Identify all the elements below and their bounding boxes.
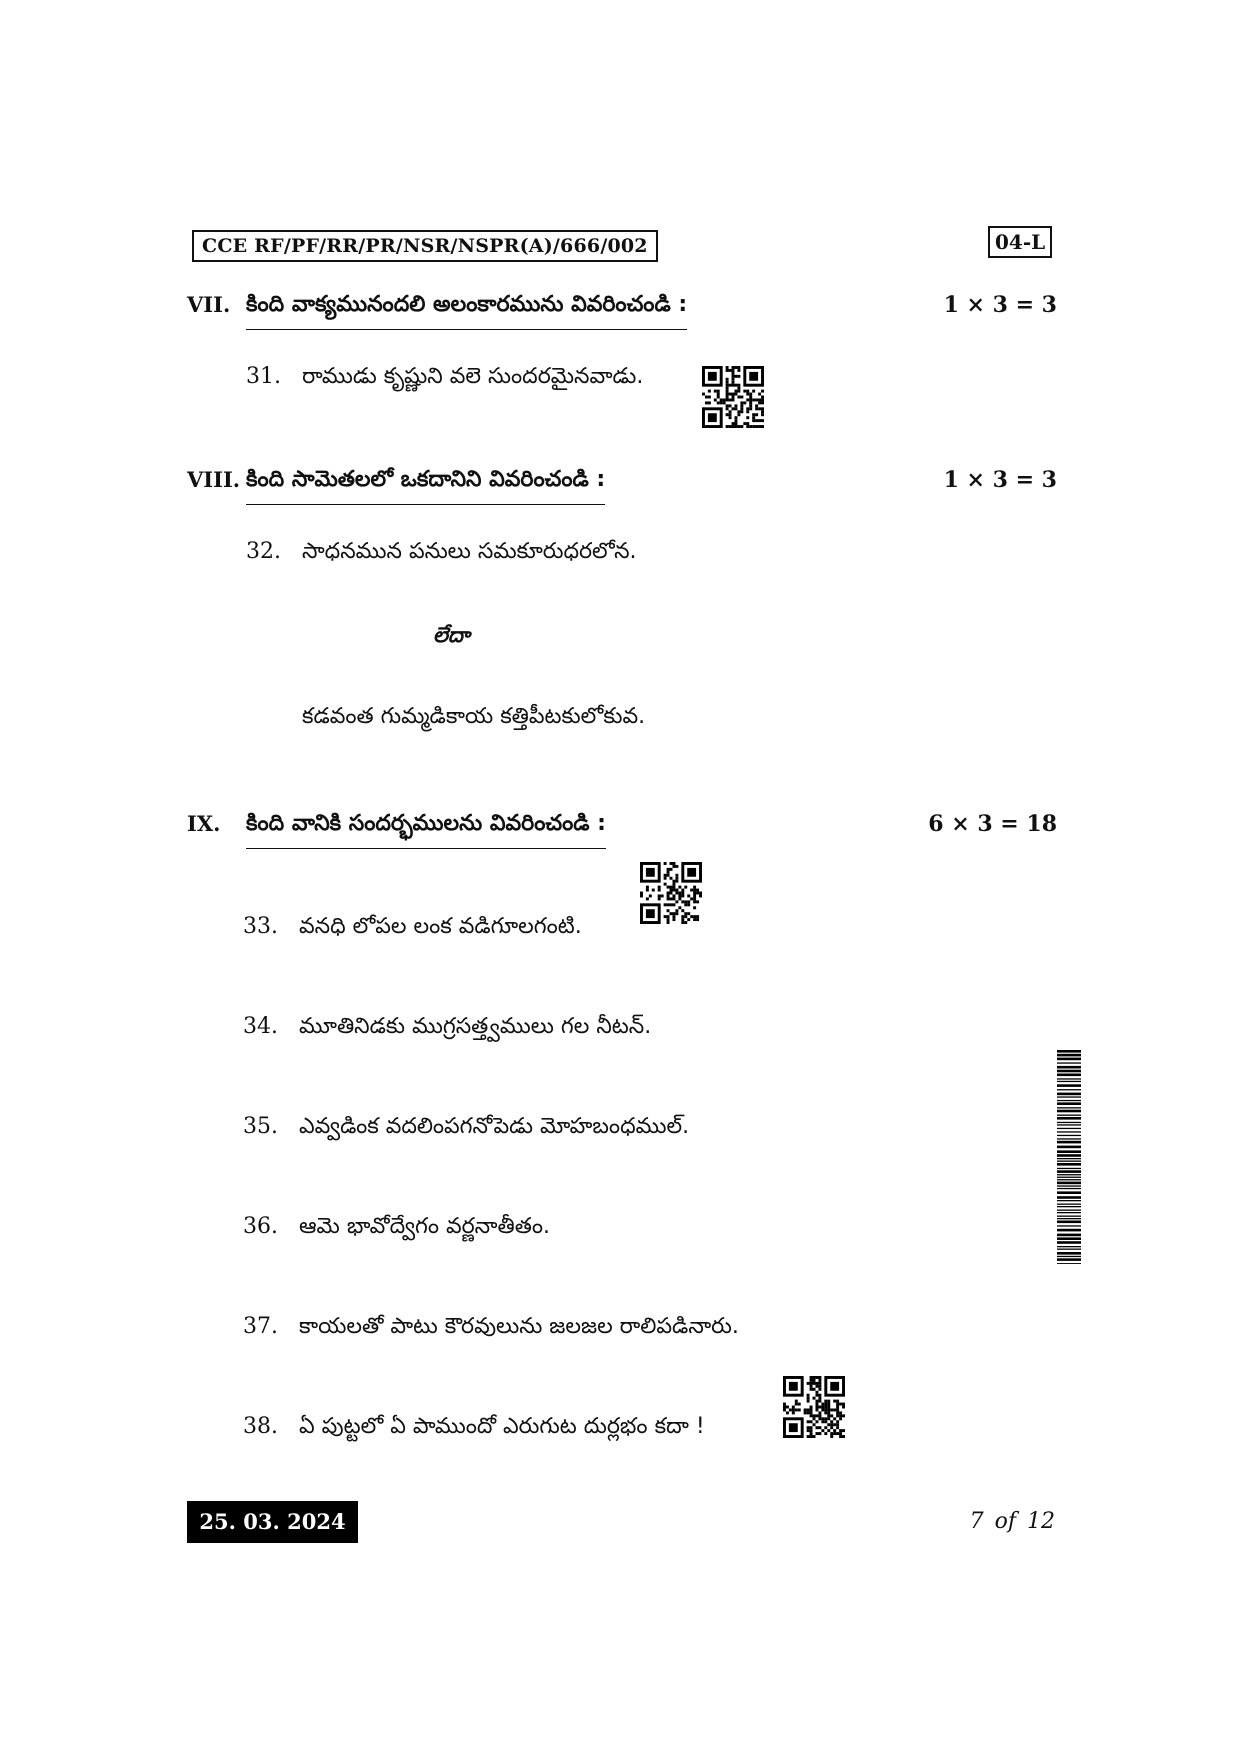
question-text: కాయలతో పాటు కౌరవులును జలజల రాలిపడినారు. xyxy=(299,1314,739,1339)
section-number: VII. xyxy=(187,292,231,317)
section-number: IX. xyxy=(187,811,221,836)
qr-code-icon xyxy=(640,862,702,924)
barcode-icon xyxy=(1057,1050,1081,1264)
qr-code-icon xyxy=(702,366,764,428)
question-33 xyxy=(243,910,582,944)
section-vii-header xyxy=(187,285,1057,325)
question-38 xyxy=(243,1410,705,1444)
paper-code: CCE RF/PF/RR/PR/NSR/NSPR(A)/666/002 xyxy=(192,230,658,262)
question-number: 35. xyxy=(243,1114,278,1139)
question-31 xyxy=(246,360,643,394)
question-36 xyxy=(243,1210,550,1244)
section-number: VIII. xyxy=(187,467,241,492)
question-number: 37. xyxy=(243,1314,278,1339)
question-text: వనధి లోపల లంక వడిగూలగంటి. xyxy=(299,914,582,939)
question-text: సాధనమున పనులు సమకూరుధరలోన. xyxy=(302,539,637,564)
section-instruction: కింది సామెతలలో ఒకదానిని వివరించండి : xyxy=(246,460,605,505)
question-number: 32. xyxy=(246,539,281,564)
paper-number: 04-L xyxy=(988,226,1052,258)
exam-date: 25. 03. 2024 xyxy=(187,1501,358,1543)
question-text: కడవంత గుమ్మడికాయ కత్తిపీటకులోకువ. xyxy=(302,704,646,729)
question-34 xyxy=(243,1010,651,1044)
section-marks: 1 × 3 = 3 xyxy=(943,467,1057,493)
question-number: 38. xyxy=(243,1414,278,1439)
or-label: లేదా xyxy=(433,623,470,647)
question-text: ఎవ్వడింక వదలింపగనోపెడు మోహబంధముల్. xyxy=(299,1114,690,1139)
page-number: 7 of 12 xyxy=(969,1509,1055,1534)
section-marks: 1 × 3 = 3 xyxy=(943,292,1057,318)
section-ix-header xyxy=(187,804,1057,844)
question-text: ఏ పుట్టలో ఏ పాముందో ఎరుగుట దుర్లభం కదా ! xyxy=(299,1414,705,1439)
section-viii-header xyxy=(187,460,1057,500)
qr-code-icon xyxy=(783,1376,845,1438)
question-32 xyxy=(246,535,637,569)
question-35 xyxy=(243,1110,689,1144)
question-number: 36. xyxy=(243,1214,278,1239)
question-number: 34. xyxy=(243,1014,278,1039)
question-text: రాముడు కృష్ణుని వలె సుందరమైనవాడు. xyxy=(302,364,644,389)
question-37 xyxy=(243,1310,739,1344)
question-number: 33. xyxy=(243,914,278,939)
question-text: ఆమె భావోద్వేగం వర్ణనాతీతం. xyxy=(299,1214,551,1239)
section-marks: 6 × 3 = 18 xyxy=(928,811,1057,837)
question-32-alternative xyxy=(302,700,645,734)
section-instruction: కింది వానికి సందర్భములను వివరించండి : xyxy=(246,804,606,849)
section-instruction: కింది వాక్యమునందలి అలంకారమును వివరించండి : xyxy=(246,285,687,330)
question-number: 31. xyxy=(246,364,281,389)
question-text: మూతినిడకు ముగ్రసత్త్వములు గల నీటన్. xyxy=(299,1014,652,1039)
